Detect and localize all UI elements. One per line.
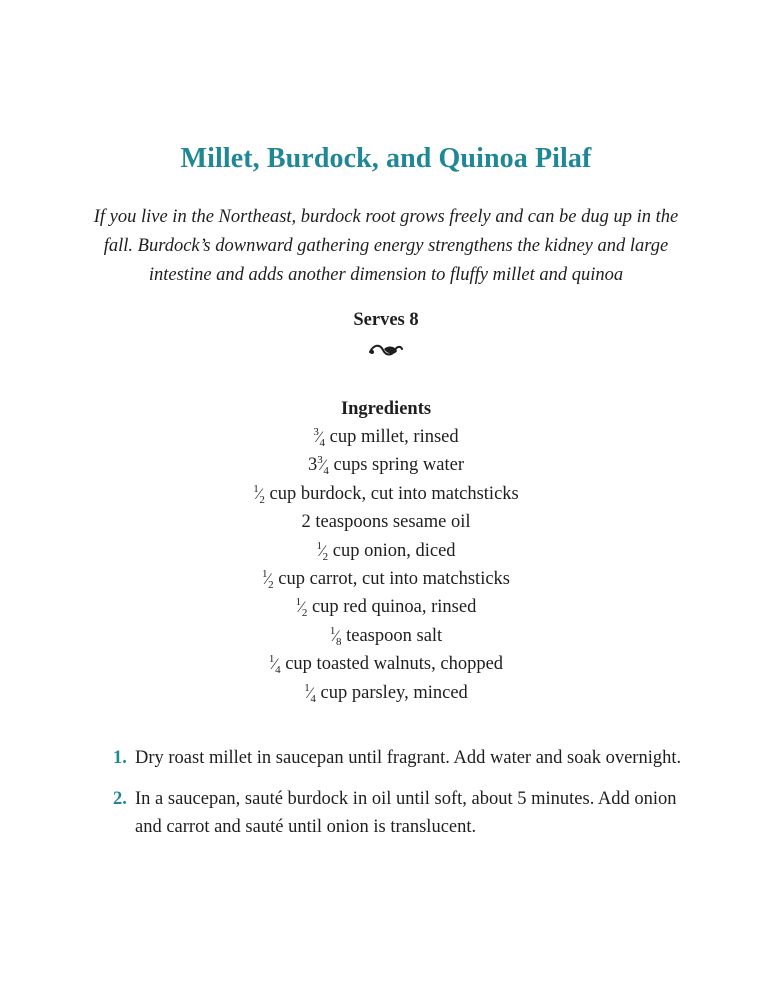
fraction-numerator: 1 xyxy=(304,681,310,694)
ingredients-heading: Ingredients xyxy=(340,399,432,419)
ingredient-item xyxy=(0,679,772,707)
fraction-denominator: 4 xyxy=(275,664,281,677)
ingredient-fraction: $^1⁄_2$ xyxy=(253,482,265,506)
ingredient-fraction: $^3⁄_4$ xyxy=(317,454,329,478)
fraction-denominator: 2 xyxy=(259,493,265,506)
fraction-numerator: 1 xyxy=(268,653,275,666)
ingredient-text: cup toasted walnuts, chopped xyxy=(280,654,504,675)
ingredient-text: cup onion, diced xyxy=(328,540,456,561)
step-item xyxy=(113,785,683,842)
fraction-numerator: 1 xyxy=(253,482,259,495)
ingredient-item xyxy=(0,622,772,650)
ingredient-fraction: $^1⁄_8$ xyxy=(329,624,342,648)
ingredient-text: 2 teaspoons sesame oil xyxy=(301,512,471,533)
ingredient-item xyxy=(0,508,772,536)
fraction-denominator: 2 xyxy=(301,607,308,620)
fraction-numerator: 1 xyxy=(295,596,302,609)
fraction-denominator: 2 xyxy=(268,578,274,591)
fraction-denominator: 8 xyxy=(335,635,342,648)
ingredient-text: cup burdock, cut into matchsticks xyxy=(264,483,519,504)
fraction-denominator: 4 xyxy=(319,437,326,449)
ingredient-text: cup millet, rinsed xyxy=(325,427,459,447)
ingredient-fraction: $^1⁄_4$ xyxy=(304,681,316,705)
ingredient-fraction: $^3⁄_4$ xyxy=(313,426,326,449)
step-item xyxy=(113,744,683,773)
fraction-denominator: 2 xyxy=(322,550,329,563)
ingredient-fraction: $^1⁄_2$ xyxy=(262,567,274,591)
ingredient-item xyxy=(0,423,772,451)
step-text: In a saucepan, sauté burdock in oil until soft, about 5 minutes. Add onion and carrot and sauté until onion is translucent. xyxy=(135,788,677,837)
fraction-numerator: 1 xyxy=(329,624,336,637)
ingredient-fraction: $^1⁄_2$ xyxy=(316,539,329,563)
ingredient-text: teaspoon salt xyxy=(341,625,443,646)
ingredient-text: cup carrot, cut into matchsticks xyxy=(273,568,510,589)
recipe-intro: If you live in the Northeast, burdock root grows freely and can be dug up in the fall. Burdock’s downward gathering energy strengthens the kidney and large intestine and adds another dimension to fluffy millet and quinoa xyxy=(93,207,679,285)
fleuron-icon xyxy=(368,340,404,360)
step-text: Dry roast millet in saucepan until fragrant. Add water and soak overnight. xyxy=(135,748,682,768)
ingredient-text: cups spring water xyxy=(328,455,465,476)
step-number: 2. xyxy=(113,788,127,809)
ingredients-block xyxy=(0,395,772,707)
step-number: 1. xyxy=(113,748,127,768)
recipe-title: Millet, Burdock, and Quinoa Pilaf xyxy=(180,143,592,174)
ingredient-fraction: $^1⁄_4$ xyxy=(268,653,281,677)
fraction-numerator: 1 xyxy=(262,567,268,580)
ingredient-text: cup red quinoa, rinsed xyxy=(307,597,477,618)
fraction-numerator: 1 xyxy=(316,539,322,552)
ingredient-item xyxy=(0,451,772,479)
steps-list xyxy=(113,744,683,854)
ingredient-item xyxy=(0,565,772,593)
serves-label: Serves 8 xyxy=(353,310,419,330)
ingredient-whole: 3 xyxy=(307,455,318,476)
fraction-numerator: 3 xyxy=(317,454,323,467)
ingredient-item xyxy=(0,537,772,565)
ingredient-fraction: $^1⁄_2$ xyxy=(295,596,308,620)
fraction-denominator: 4 xyxy=(323,465,329,478)
ingredient-item xyxy=(0,480,772,508)
ingredients-list xyxy=(0,423,772,707)
ingredient-item xyxy=(0,650,772,678)
ingredient-text: cup parsley, minced xyxy=(315,682,468,703)
fraction-denominator: 4 xyxy=(310,692,316,705)
ingredient-item xyxy=(0,593,772,621)
fraction-numerator: 3 xyxy=(313,426,319,438)
